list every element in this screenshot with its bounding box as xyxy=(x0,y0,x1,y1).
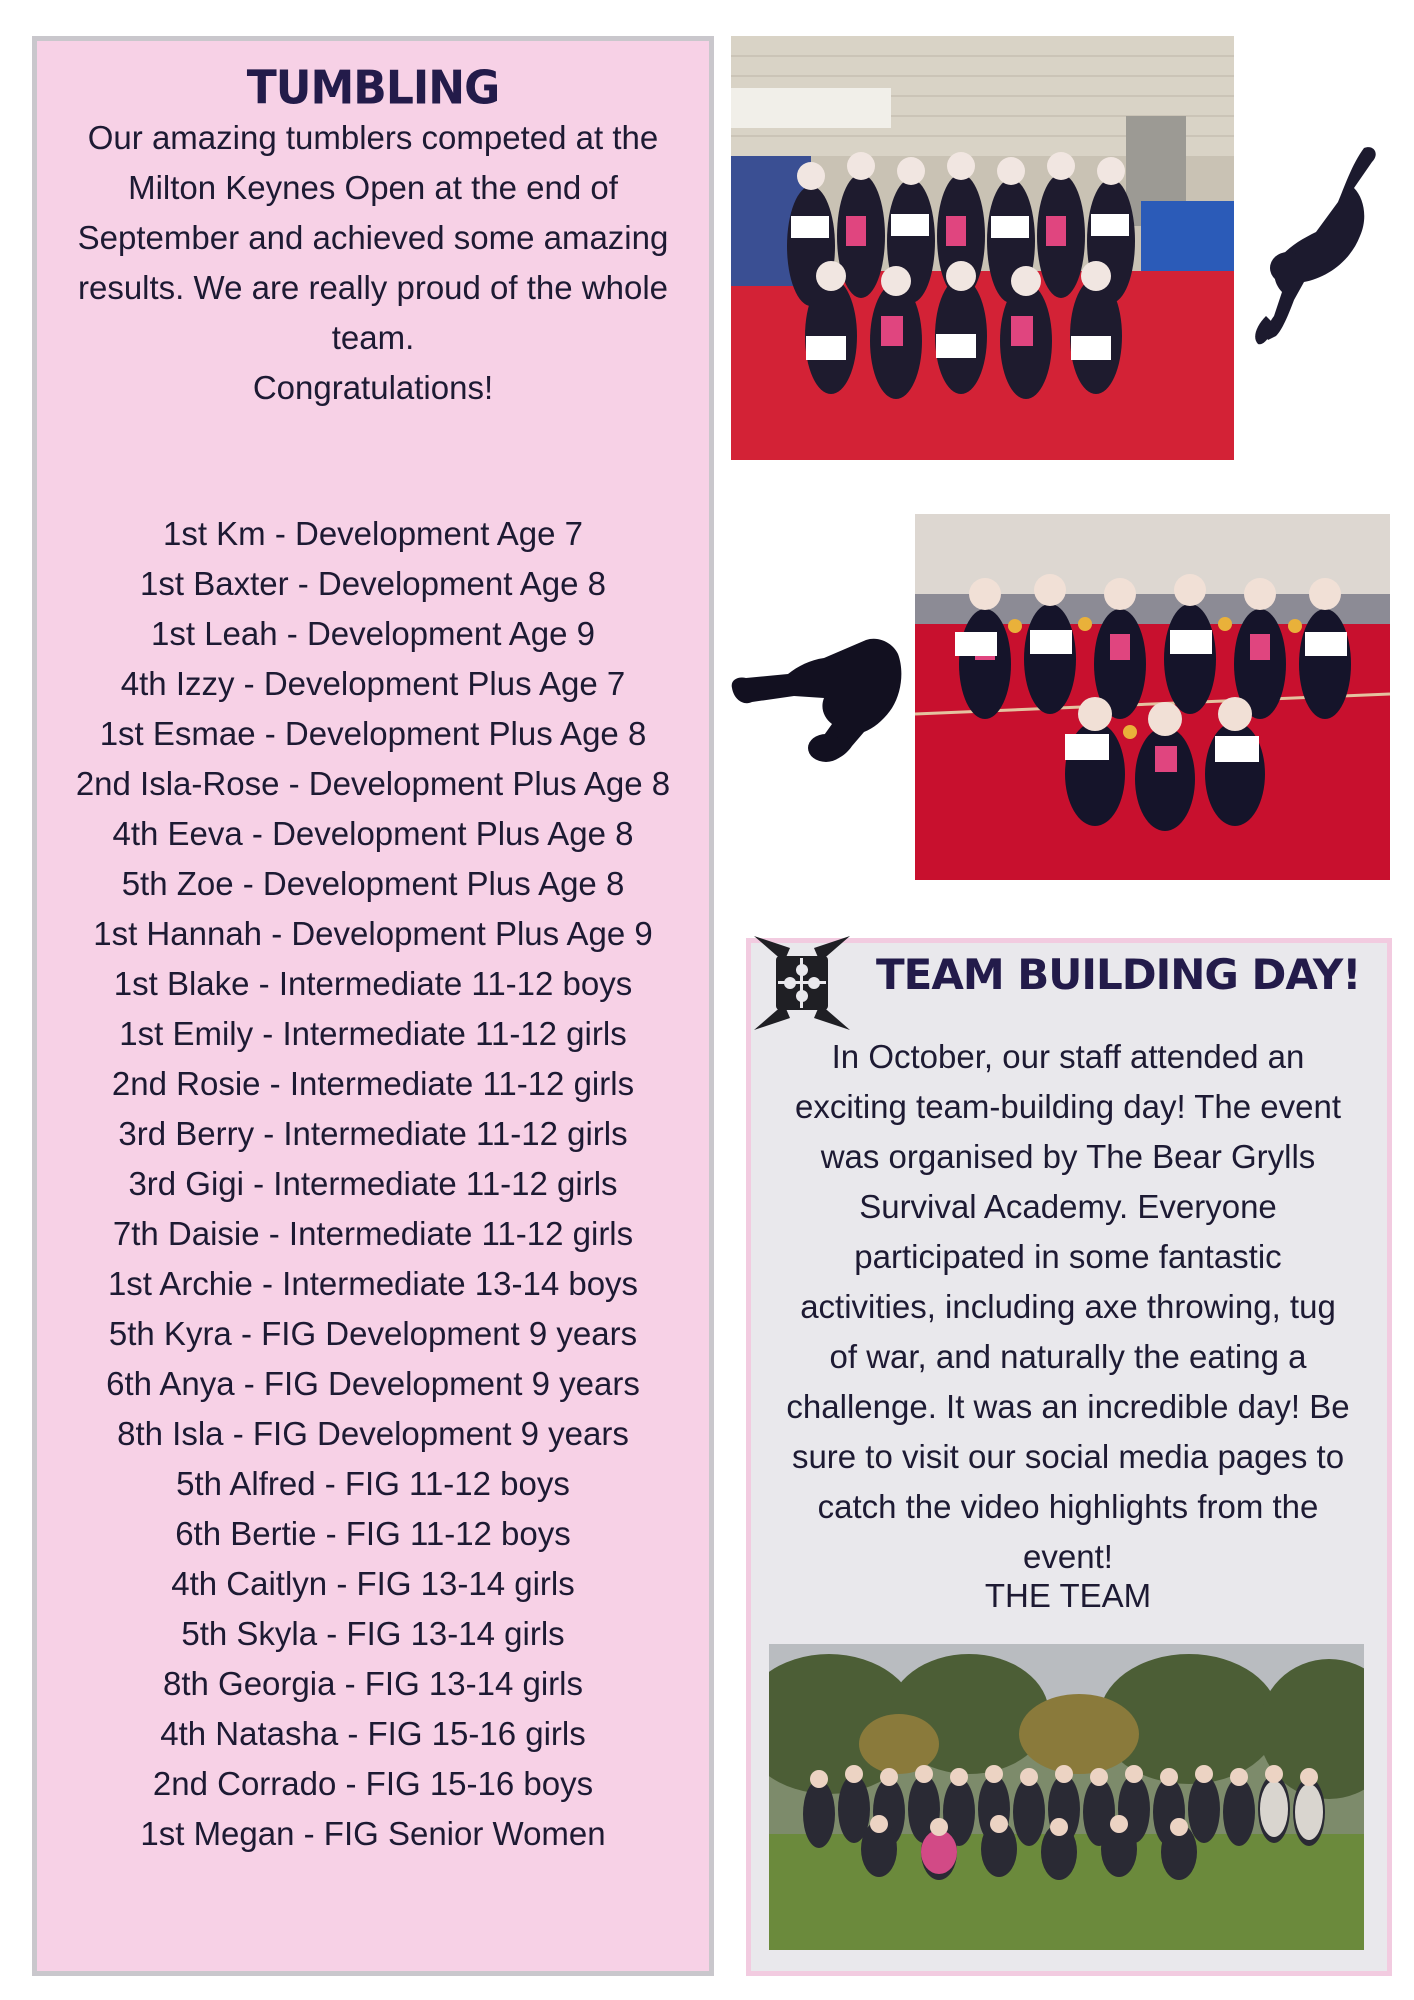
result-item: 5th Skyla - FIG 13-14 girls xyxy=(181,1615,565,1652)
body-line: was organised by The Bear Grylls xyxy=(820,1138,1316,1175)
intro-line: team. xyxy=(331,319,415,356)
team-building-body xyxy=(770,1032,1366,1582)
result-item: 6th Bertie - FIG 11-12 boys xyxy=(175,1515,571,1552)
intro-line: Congratulations! xyxy=(252,369,494,406)
result-item: 6th Anya - FIG Development 9 years xyxy=(106,1365,640,1402)
team-signoff: THE TEAM xyxy=(984,1577,1152,1614)
results-list xyxy=(47,509,699,1859)
gymnasts-medals-photo xyxy=(915,514,1390,880)
result-item: 3rd Gigi - Intermediate 11-12 girls xyxy=(128,1165,618,1202)
tumbling-title: TUMBLING xyxy=(246,61,500,116)
body-line: Survival Academy. Everyone xyxy=(859,1188,1277,1225)
result-item: 1st Emily - Intermediate 11-12 girls xyxy=(119,1015,627,1052)
result-item: 1st Megan - FIG Senior Women xyxy=(140,1815,606,1852)
result-item: 4th Caitlyn - FIG 13-14 girls xyxy=(171,1565,575,1602)
result-item: 5th Zoe - Development Plus Age 8 xyxy=(121,865,625,902)
result-item: 5th Alfred - FIG 11-12 boys xyxy=(176,1465,570,1502)
body-line: participated in some fantastic xyxy=(854,1238,1282,1275)
result-item: 1st Hannah - Development Plus Age 9 xyxy=(93,915,653,952)
result-item: 1st Archie - Intermediate 13-14 boys xyxy=(107,1265,639,1302)
intro-line: Milton Keynes Open at the end of xyxy=(128,169,618,206)
body-line: In October, our staff attended an xyxy=(831,1038,1305,1075)
result-item: 3rd Berry - Intermediate 11-12 girls xyxy=(118,1115,628,1152)
result-item: 4th Izzy - Development Plus Age 7 xyxy=(120,665,626,702)
gymnast-handspring-icon xyxy=(728,636,906,766)
result-item: 4th Natasha - FIG 15-16 girls xyxy=(160,1715,586,1752)
result-item: 8th Georgia - FIG 13-14 girls xyxy=(162,1665,583,1702)
result-item: 5th Kyra - FIG Development 9 years xyxy=(108,1315,638,1352)
intro-line: September and achieved some amazing xyxy=(77,219,669,256)
gymnast-backflip-icon xyxy=(1246,140,1386,350)
intro-line: results. We are really proud of the whole xyxy=(77,269,669,306)
staff-group-photo xyxy=(769,1644,1364,1950)
tumbling-intro xyxy=(61,113,685,413)
body-line: event! xyxy=(1023,1538,1113,1575)
result-item: 2nd Isla-Rose - Development Plus Age 8 xyxy=(75,765,671,802)
body-line: challenge. It was an incredible day! Be xyxy=(786,1388,1350,1425)
result-item: 1st Baxter - Development Age 8 xyxy=(140,565,606,602)
puzzle-hands-icon xyxy=(746,928,858,1038)
result-item: 2nd Corrado - FIG 15-16 boys xyxy=(152,1765,594,1802)
result-item: 1st Blake - Intermediate 11-12 boys xyxy=(113,965,633,1002)
body-line: catch the video highlights from the xyxy=(817,1488,1319,1525)
result-item: 1st Esmae - Development Plus Age 8 xyxy=(99,715,647,752)
tumbling-panel xyxy=(32,36,714,1976)
body-line: sure to visit our social media pages to xyxy=(791,1438,1345,1475)
team-building-title: TEAM BUILDING DAY! xyxy=(876,950,1361,999)
result-item: 8th Isla - FIG Development 9 years xyxy=(117,1415,629,1452)
result-item: 4th Eeva - Development Plus Age 8 xyxy=(112,815,634,852)
tumbling-team-photo xyxy=(731,36,1234,460)
result-item: 1st Leah - Development Age 9 xyxy=(151,615,595,652)
result-item: 2nd Rosie - Intermediate 11-12 girls xyxy=(111,1065,635,1102)
body-line: activities, including axe throwing, tug xyxy=(800,1288,1336,1325)
result-item: 7th Daisie - Intermediate 11-12 girls xyxy=(112,1215,634,1252)
result-item: 1st Km - Development Age 7 xyxy=(162,515,584,552)
intro-line: Our amazing tumblers competed at the xyxy=(87,119,659,156)
body-line: of war, and naturally the eating a xyxy=(829,1338,1307,1375)
body-line: exciting team-building day! The event xyxy=(794,1088,1342,1125)
